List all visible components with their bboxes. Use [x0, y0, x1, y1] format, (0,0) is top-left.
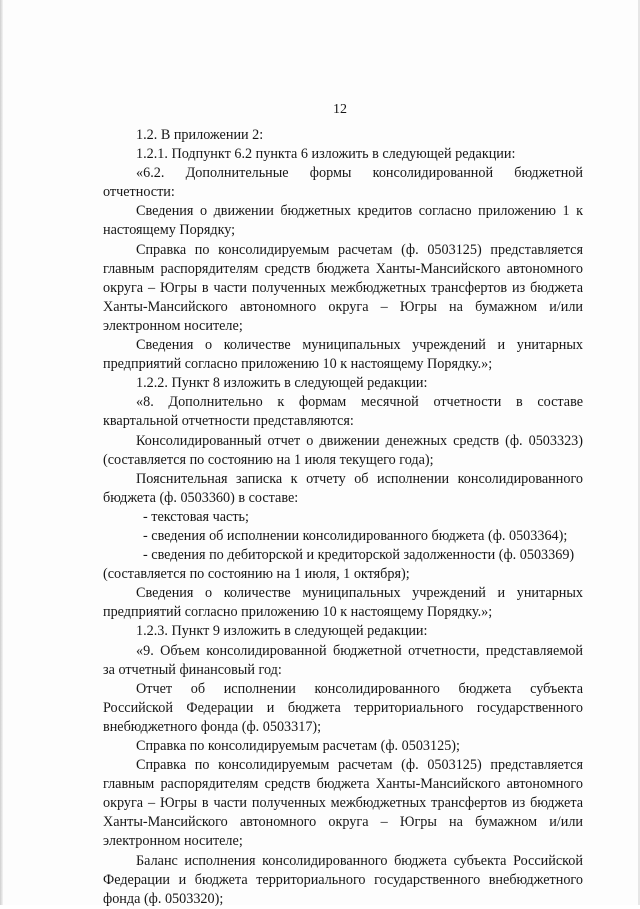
text-line: (составляется по состоянию на 1 июля текущего года); [103, 451, 434, 468]
text-line: электронном носителе; [103, 317, 243, 334]
text-line: 1.2.2. Пункт 8 изложить в следующей редакции: [136, 375, 428, 392]
scan-edge-left [0, 0, 3, 905]
text-line: настоящему Порядку; [103, 222, 236, 239]
text-line: Справка по консолидируемым расчетам (ф. 0503125) представляется [136, 757, 583, 774]
text-line: предприятий согласно приложению 10 к настоящему Порядку.»; [103, 604, 493, 621]
text-line: фонда (ф. 0503320); [103, 890, 224, 907]
text-line: Федерации и бюджета территориального государственного внебюджетного [103, 871, 583, 888]
text-line: Сведения о движении бюджетных кредитов согласно приложению 1 к [136, 203, 583, 220]
text-line: Сведения о количестве муниципальных учреждений и унитарных [136, 337, 583, 354]
text-line: бюджета (ф. 0503360) в составе: [103, 489, 299, 506]
text-line: Справка по консолидируемым расчетам (ф. 0503125); [136, 738, 460, 754]
text-line: (составляется по состоянию на 1 июля, 1 октября); [103, 566, 410, 583]
text-line: «8. Дополнительно к формам месячной отчетности в составе [136, 394, 583, 411]
text-line: предприятий согласно приложению 10 к настоящему Порядку.»; [103, 356, 493, 373]
text-line: электронном носителе; [103, 833, 243, 850]
text-line: внебюджетного фонда (ф. 0503317); [103, 718, 322, 735]
text-line: главным распорядителям средств бюджета Ханты-Мансийского автономного [103, 776, 583, 793]
text-line: «9. Объем консолидированной бюджетной отчетности, представляемой [136, 642, 583, 659]
text-line: Консолидированный отчет о движении денежных средств (ф. 0503323) [136, 432, 583, 449]
text-line: главным распорядителям средств бюджета Ханты-Мансийского автономного [103, 260, 583, 277]
text-line: Ханты-Мансийского автономного округа – Югры на бумажном и/или [103, 814, 583, 831]
text-line: «6.2. Дополнительные формы консолидированной бюджетной [136, 165, 583, 182]
text-line: Справка по консолидируемым расчетам (ф. 0503125) представляется [136, 241, 583, 258]
text-line: Российской Федерации и бюджета территориального государственного [103, 699, 583, 716]
document-body [103, 126, 583, 909]
text-line: отчетности: [103, 184, 175, 201]
text-line: за отчетный финансовый год: [103, 661, 282, 678]
text-line: Баланс исполнения консолидированного бюджета субъекта Российской [136, 852, 583, 869]
text-line: Отчет об исполнении консолидированного бюджета субъекта [136, 680, 583, 697]
text-line: - текстовая часть; [143, 508, 249, 525]
text-line: - сведения об исполнении консолидированного бюджета (ф. 0503364); [143, 527, 568, 544]
text-line: - сведения по дебиторской и кредиторской задолженности (ф. 0503369) [143, 547, 575, 564]
text-line: округа – Югры в части полученных межбюджетных трансфертов из бюджета [103, 795, 583, 812]
text-line: 1.2.1. Подпункт 6.2 пункта 6 изложить в следующей редакции: [136, 146, 516, 163]
text-line: Пояснительная записка к отчету об исполнении консолидированного [136, 470, 583, 487]
text-line: 1.2.3. Пункт 9 изложить в следующей редакции: [136, 623, 428, 640]
text-line: Сведения о количестве муниципальных учреждений и унитарных [136, 585, 583, 602]
text-line: 1.2. В приложении 2: [136, 127, 264, 143]
text-line: Ханты-Мансийского автономного округа – Югры на бумажном и/или [103, 298, 583, 315]
page-number: 12 [333, 102, 347, 117]
text-line: округа – Югры в части полученных межбюджетных трансфертов из бюджета [103, 279, 583, 296]
text-line: квартальной отчетности представляются: [103, 413, 354, 430]
